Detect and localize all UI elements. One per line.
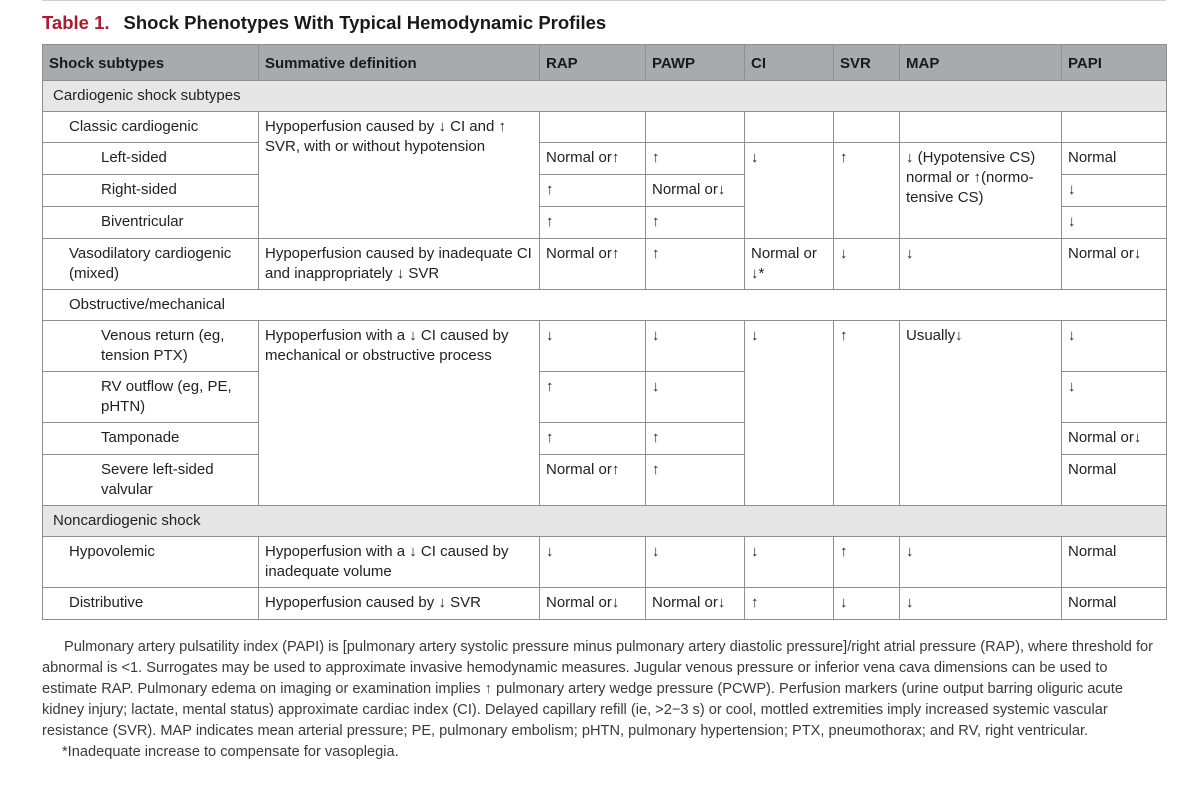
cell-papi: ↓: [1062, 207, 1167, 239]
col-header-papi: PAPI: [1062, 45, 1167, 81]
group-row-noncardiogenic: [43, 506, 1167, 537]
row-definition: Hypoperfusion with a ↓ CI caused by inadequate volume: [259, 537, 540, 588]
top-rule: [42, 0, 1166, 1]
row-definition: Hypoperfusion caused by inadequate CI and inappropriately ↓ SVR: [259, 239, 540, 290]
row-definition: Hypoperfusion with a ↓ CI caused by mechanical or obstructive process: [259, 321, 540, 506]
table-row: [43, 321, 1167, 372]
cell-ci: Normal or ↓*: [745, 239, 834, 290]
cell-svr: ↑: [834, 143, 900, 239]
cell-map: ↓: [900, 239, 1062, 290]
subgroup-row-obstructive: [43, 290, 1167, 321]
cell-rap: Normal or↑: [540, 455, 646, 506]
cell-papi: ↓: [1062, 372, 1167, 423]
cell-papi: Normal: [1062, 588, 1167, 620]
table-title: [42, 12, 606, 34]
cell-svr: ↑: [834, 321, 900, 506]
col-header-rap: RAP: [540, 45, 646, 81]
cell-rap: ↑: [540, 423, 646, 455]
row-name: Classic cardiogenic: [43, 112, 259, 143]
cell-map: ↓: [900, 537, 1062, 588]
cell-pawp: ↓: [646, 372, 745, 423]
table-row: [43, 588, 1167, 620]
cell-pawp: ↑: [646, 423, 745, 455]
shock-phenotypes-table: [42, 44, 1167, 620]
row-name: RV outflow (eg, PE, pHTN): [43, 372, 259, 423]
cell-pawp: ↓: [646, 321, 745, 372]
row-name: Left-sided: [43, 143, 259, 175]
row-name: Tamponade: [43, 423, 259, 455]
row-definition: Hypoperfusion caused by ↓ SVR: [259, 588, 540, 620]
col-header-ci: CI: [745, 45, 834, 81]
row-name: Vasodilatory cardiogenic (mixed): [43, 239, 259, 290]
cell-papi: Normal: [1062, 143, 1167, 175]
row-definition: Hypoperfusion caused by ↓ CI and ↑ SVR, with or without hypotension: [259, 112, 540, 239]
cell-rap: Normal or↑: [540, 239, 646, 290]
cell-svr: [834, 112, 900, 143]
table-label: Table 1.: [42, 12, 110, 33]
cell-map: [900, 112, 1062, 143]
cell-map: Usually↓: [900, 321, 1062, 506]
table-row: [43, 112, 1167, 143]
cell-pawp: ↑: [646, 143, 745, 175]
cell-rap: ↑: [540, 175, 646, 207]
table-title-text: Shock Phenotypes With Typical Hemodynamic Profiles: [123, 12, 607, 33]
cell-map: ↓: [900, 588, 1062, 620]
cell-rap: Normal or↓: [540, 588, 646, 620]
col-header-definition: Summative definition: [259, 45, 540, 81]
cell-rap: ↓: [540, 537, 646, 588]
group-label: Cardiogenic shock subtypes: [43, 81, 1167, 112]
cell-pawp: ↑: [646, 455, 745, 506]
cell-pawp: Normal or↓: [646, 175, 745, 207]
cell-svr: ↑: [834, 537, 900, 588]
cell-map: ↓ (Hypotensive CS) normal or ↑(normo-tensive CS): [900, 143, 1062, 239]
table-row: [43, 143, 1167, 175]
cell-papi: ↓: [1062, 175, 1167, 207]
table-notes: [42, 637, 1166, 763]
cell-pawp: Normal or↓: [646, 588, 745, 620]
cell-rap: ↑: [540, 372, 646, 423]
header-row: [43, 45, 1167, 81]
cell-ci: ↓: [745, 537, 834, 588]
cell-rap: [540, 112, 646, 143]
table-row: [43, 537, 1167, 588]
cell-rap: ↓: [540, 321, 646, 372]
table-row: [43, 239, 1167, 290]
subgroup-label: Obstructive/mechanical: [43, 290, 1167, 321]
row-name: Right-sided: [43, 175, 259, 207]
cell-ci: [745, 112, 834, 143]
cell-rap: ↑: [540, 207, 646, 239]
cell-ci: ↓: [745, 143, 834, 239]
cell-pawp: ↑: [646, 207, 745, 239]
cell-pawp: ↑: [646, 239, 745, 290]
group-row-cardiogenic: [43, 81, 1167, 112]
notes-paragraph: Pulmonary artery pulsatility index (PAPI) is [pulmonary artery systolic pressure minus pulmonary artery diastolic pressure]/right atrial pressure (RAP), where threshold for abnormal is <1. Surrogates may be used to approximate invasive hemodynamic measures. Jugular venous pressure or inferior vena cava dimensions can be used to estimate RAP. Pulmonary edema on imaging or examination implies ↑ pulmonary artery wedge pressure (PCWP). Perfusion markers (urine output barring oliguric acute kidney injury; lactate, mental status) approximate cardiac index (CI). Delayed capillary refill (ie, >2−3 s) or cool, mottled extremities imply increased systemic vascular resistance (SVR). MAP indicates mean arterial pressure; PE, pulmonary embolism; pHTN, pulmonary hypertension; PTX, pneumothorax; and RV, right ventricular.: [42, 639, 1153, 739]
cell-ci: ↑: [745, 588, 834, 620]
row-name: Severe left-sided valvular: [43, 455, 259, 506]
cell-papi: Normal: [1062, 537, 1167, 588]
col-header-map: MAP: [900, 45, 1062, 81]
group-label: Noncardiogenic shock: [43, 506, 1167, 537]
row-name: Distributive: [43, 588, 259, 620]
cell-papi: Normal or↓: [1062, 239, 1167, 290]
cell-pawp: [646, 112, 745, 143]
cell-ci: ↓: [745, 321, 834, 506]
cell-rap: Normal or↑: [540, 143, 646, 175]
col-header-pawp: PAWP: [646, 45, 745, 81]
row-name: Biventricular: [43, 207, 259, 239]
cell-pawp: ↓: [646, 537, 745, 588]
cell-papi: ↓: [1062, 321, 1167, 372]
row-name: Venous return (eg, tension PTX): [43, 321, 259, 372]
cell-papi: [1062, 112, 1167, 143]
col-header-svr: SVR: [834, 45, 900, 81]
col-header-shock-subtypes: Shock subtypes: [43, 45, 259, 81]
cell-papi: Normal: [1062, 455, 1167, 506]
footnote: *Inadequate increase to compensate for vasoplegia.: [62, 744, 399, 760]
cell-papi: Normal or↓: [1062, 423, 1167, 455]
cell-svr: ↓: [834, 588, 900, 620]
cell-svr: ↓: [834, 239, 900, 290]
row-name: Hypovolemic: [43, 537, 259, 588]
